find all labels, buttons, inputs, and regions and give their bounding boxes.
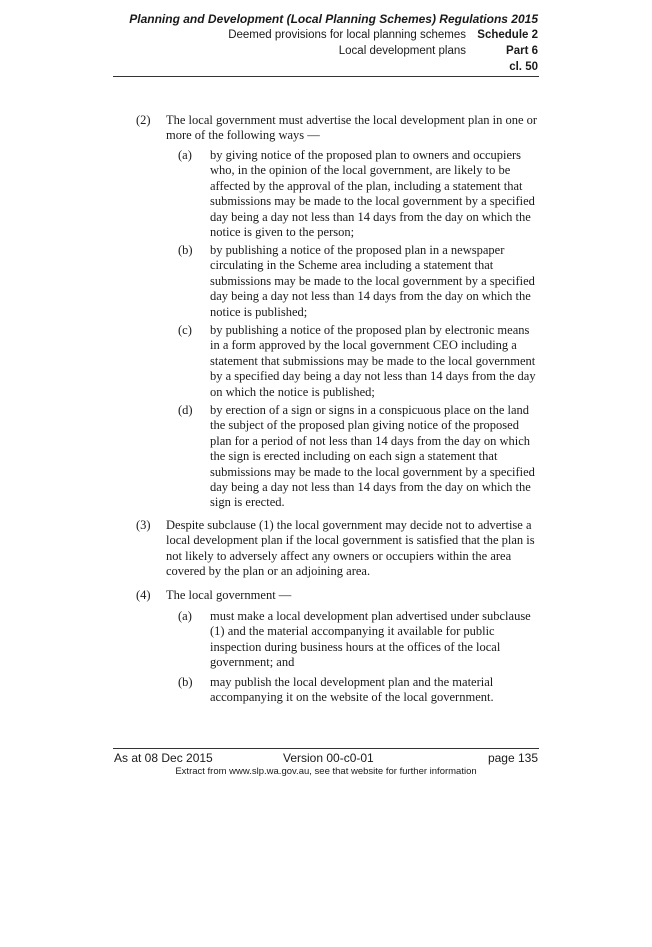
header-divider	[113, 76, 539, 77]
paragraph-2c-text: by publishing a notice of the proposed plan by electronic means in a form approved by the local government CEO including a statement that submissions may be made to the local government by a specified day being a day not less than 14 days from the day on which the notice is published;	[210, 323, 536, 399]
header-row-schedule	[228, 29, 538, 41]
paragraph-4b-number: (b)	[178, 675, 193, 689]
subclause-2-text: The local government must advertise the local development plan in one or more of the following ways —	[166, 113, 538, 143]
header-part-number: Part 6	[506, 45, 538, 57]
footer-page-number: page 135	[487, 751, 538, 765]
document-title: Planning and Development (Local Planning Schemes) Regulations 2015	[129, 12, 538, 26]
paragraph-2a-number: (a)	[178, 148, 192, 162]
header-schedule-name: Deemed provisions for local planning schemes	[228, 29, 466, 41]
paragraph-2d-number: (d)	[178, 403, 193, 417]
paragraph-4b-text: may publish the local development plan and the material accompanying it on the website of the local government.	[210, 675, 494, 705]
subclause-4-number: (4)	[136, 588, 151, 602]
paragraph-2c-number: (c)	[178, 323, 192, 337]
footer-divider	[113, 748, 539, 749]
paragraph-2b-number: (b)	[178, 243, 193, 257]
paragraph-2a-text: by giving notice of the proposed plan to owners and occupiers who, in the opinion of the local government, are likely to be affected by the approval of the plan, including a statement that submissions may be made to the local government by a specified day being a day not less than 14 days from the day on which the notice is given to the person;	[210, 148, 535, 240]
subclause-3-text: Despite subclause (1) the local government may decide not to advertise a local development plan if the local government is satisfied that the plan is not likely to adversely affect any owners or occupiers within the area covered by the plan or an adjoining area.	[166, 518, 535, 579]
header-row-part	[339, 45, 538, 57]
header-schedule-number: Schedule 2	[477, 29, 538, 41]
subclause-3-number: (3)	[136, 518, 151, 532]
paragraph-4a-text: must make a local development plan advertised under subclause (1) and the material accompanying it available for public inspection during business hours at the offices of the local government; and	[210, 609, 531, 670]
header-clause-number: cl. 50	[509, 61, 538, 73]
paragraph-2b-text: by publishing a notice of the proposed plan in a newspaper circulating in the Scheme area including a statement that submissions may be made to the local government by a specified day being a day not less than 14 days from the day on which the notice is published;	[210, 243, 535, 319]
header-row-clause	[466, 61, 538, 73]
paragraph-4a-number: (a)	[178, 609, 192, 623]
footer-version: Version 00-c0-01	[283, 751, 374, 765]
header-part-name: Local development plans	[338, 45, 466, 57]
footer-date: As at 08 Dec 2015	[114, 751, 213, 765]
paragraph-2d-text: by erection of a sign or signs in a conspicuous place on the land the subject of the proposed plan giving notice of the proposed plan for a period of not less than 14 days from the day on which the sign is erected including on each sign a statement that submissions may be made to the local government by a specified day being a day not less than 14 days from the day on which the sign is erected.	[210, 403, 535, 510]
subclause-4-text: The local government —	[166, 588, 292, 602]
footer-extract-note: Extract from www.slp.wa.gov.au, see that website for further information	[175, 766, 477, 777]
subclause-2-number: (2)	[136, 113, 151, 127]
